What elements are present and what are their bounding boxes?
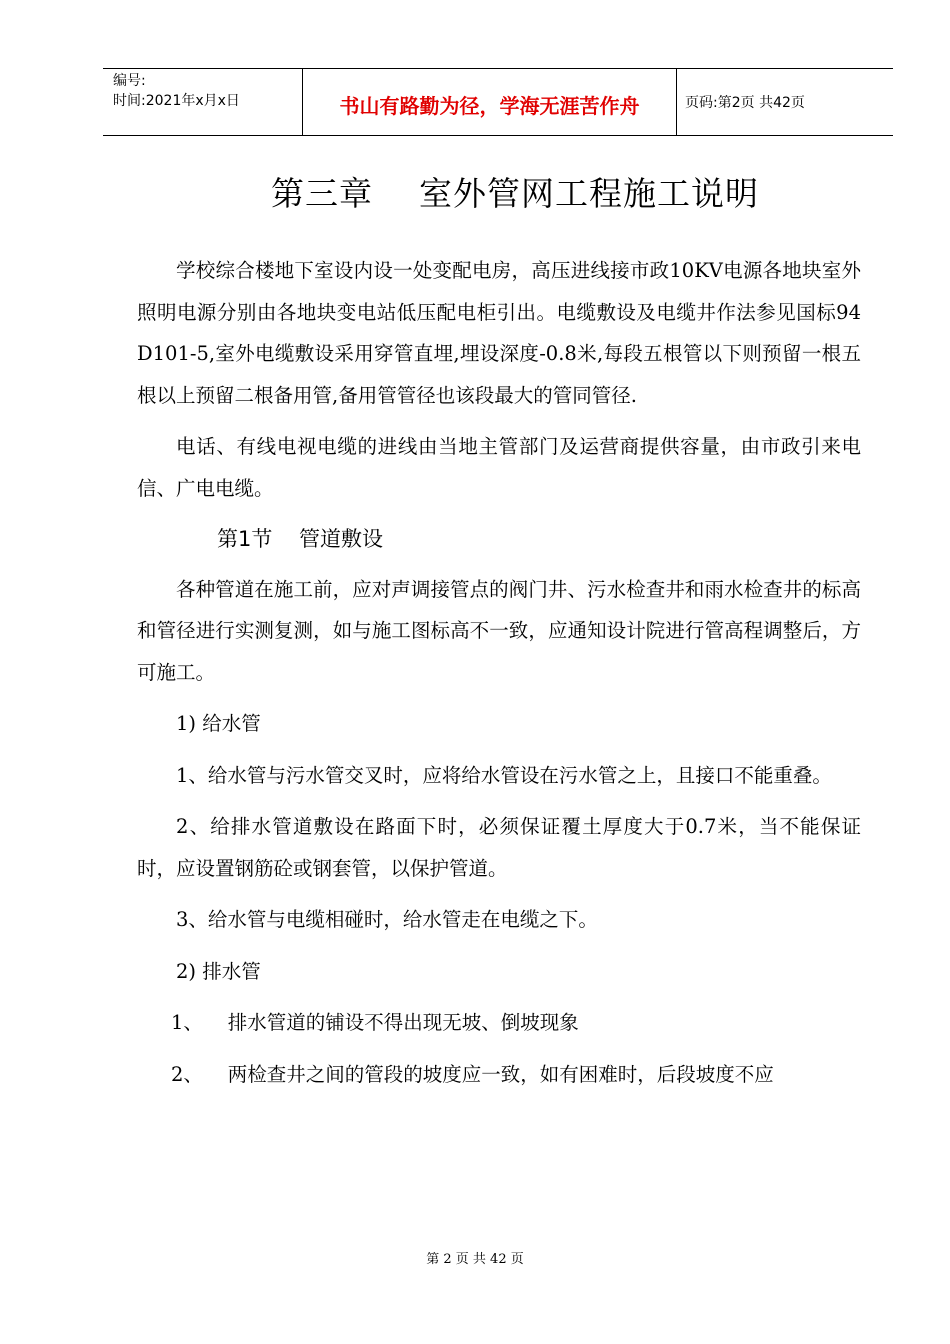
header-motto: [303, 69, 677, 135]
page-footer: 第 2 页 共 42 页: [426, 1252, 524, 1267]
header-page-code: [677, 69, 893, 135]
paragraph-telecom: 电话、有线电视电缆的进线由当地主管部门及运营商提供容量，由市政引来电信、广电电缆。: [137, 435, 861, 500]
time-label: 时间:2021年x月x日: [113, 93, 240, 109]
page-header: [103, 68, 893, 136]
number-label: 编号:: [113, 73, 146, 89]
page-code-text: 页码:第2页 共42页: [685, 95, 805, 111]
motto-text: 书山有路勤为径，学海无涯苦作舟: [339, 93, 640, 118]
paragraph-power: 学校综合楼地下室设内设一处变配电房，高压进线接市政10KV电源各地块室外照明电源分别由各地块变电站低压配电柜引出。电缆敷设及电缆井作法参见国标94 D101-5,室外电缆敷设采用穿管直埋,埋设深度-0.8米,每段五根管以下则预留一根五根以上预留二根备用管,备用管管径也该段最大的管同管径.: [137, 259, 861, 407]
section-title: 第1节 管道敷设: [217, 527, 384, 551]
paragraph-pipe-laying: 各种管道在施工前，应对声调接管点的阀门井、污水检查井和雨水检查井的标高和管径进行实测复测，如与施工图标高不一致，应通知设计院进行管高程调整后，方可施工。: [137, 577, 861, 684]
header-meta: [103, 69, 303, 135]
drainage-item-1: 1、 排水管道的铺设不得出现无坡、倒坡现象: [171, 1011, 579, 1034]
water-supply-item-2: 2、给排水管道敷设在路面下时，必须保证覆土厚度大于0.7米，当不能保证时，应设置钢筋砼或钢套管，以保护管道。: [137, 815, 861, 880]
drainage-heading: 2) 排水管: [176, 959, 261, 983]
water-supply-item-3: 3、给水管与电缆相碰时，给水管走在电缆之下。: [176, 908, 598, 931]
water-supply-item-1: 1、给水管与污水管交叉时，应将给水管设在污水管之上，且接口不能重叠。: [176, 763, 832, 787]
chapter-title: 第三章 室外管网工程施工说明: [271, 174, 759, 213]
drainage-item-2: 2、 两检查井之间的管段的坡度应一致，如有困难时，后段坡度不应: [171, 1062, 774, 1086]
document-body: [137, 250, 861, 1105]
water-supply-heading: 1) 给水管: [176, 712, 261, 735]
